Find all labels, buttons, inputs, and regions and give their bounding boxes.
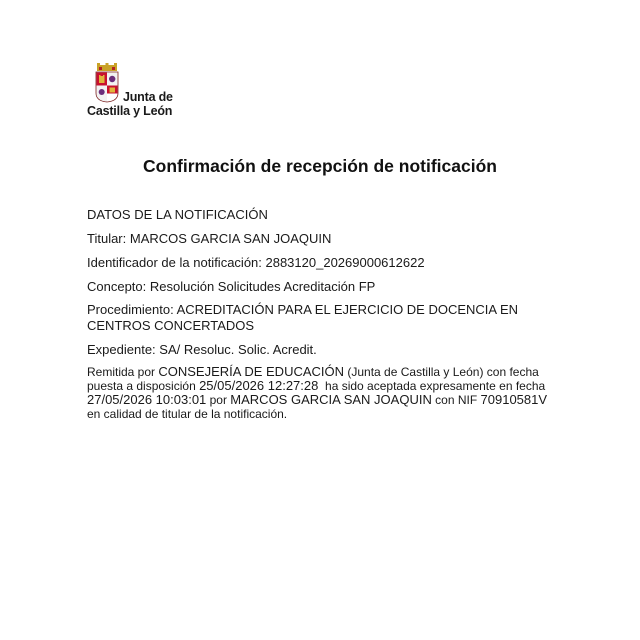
procedimiento-field — [87, 302, 557, 334]
statement-line4: en calidad de titular de la notificación. — [87, 407, 288, 421]
expediente-field: Expediente: SA/ Resoluc. Solic. Acredit. — [87, 342, 317, 357]
sender-name: CONSEJERÍA DE EDUCACIÓN — [158, 364, 345, 379]
recipient-name: MARCOS GARCIA SAN JOAQUIN — [230, 392, 432, 407]
logo-text-line2: Castilla y León — [87, 104, 173, 118]
statement-line1: Remitida por CONSEJERÍA DE EDUCACIÓN (Junta de Castilla y León) con fecha — [87, 364, 539, 379]
statement-line3: 27/05/2026 10:03:01 por MARCOS GARCIA SAN JOAQUIN con NIF 70910581V — [87, 392, 548, 407]
titular-field: Titular: MARCOS GARCIA SAN JOAQUIN — [87, 231, 332, 246]
acceptance-statement — [87, 365, 557, 421]
acceptance-date: 27/05/2026 10:03:01 — [87, 392, 207, 407]
concepto-field: Concepto: Resolución Solicitudes Acreditación FP — [87, 279, 376, 294]
nif-value: 70910581V — [480, 392, 548, 407]
procedimiento-line2: CENTROS CONCERTADOS — [87, 318, 255, 333]
procedimiento-line1: Procedimiento: ACREDITACIÓN PARA EL EJERCICIO DE DOCENCIA EN — [87, 302, 519, 317]
identificador-field: Identificador de la notificación: 2883120_20269000612622 — [87, 255, 425, 270]
section-heading: DATOS DE LA NOTIFICACIÓN — [87, 207, 268, 222]
statement-line2: puesta a disposición 25/05/2026 12:27:28 ha sido aceptada expresamente en fecha — [87, 378, 546, 393]
junta-castilla-leon-logo — [87, 63, 187, 121]
logo-text-line1: Junta de — [123, 90, 173, 104]
availability-date: 25/05/2026 12:27:28 — [199, 378, 319, 393]
page-title: Confirmación de recepción de notificación — [143, 156, 497, 176]
